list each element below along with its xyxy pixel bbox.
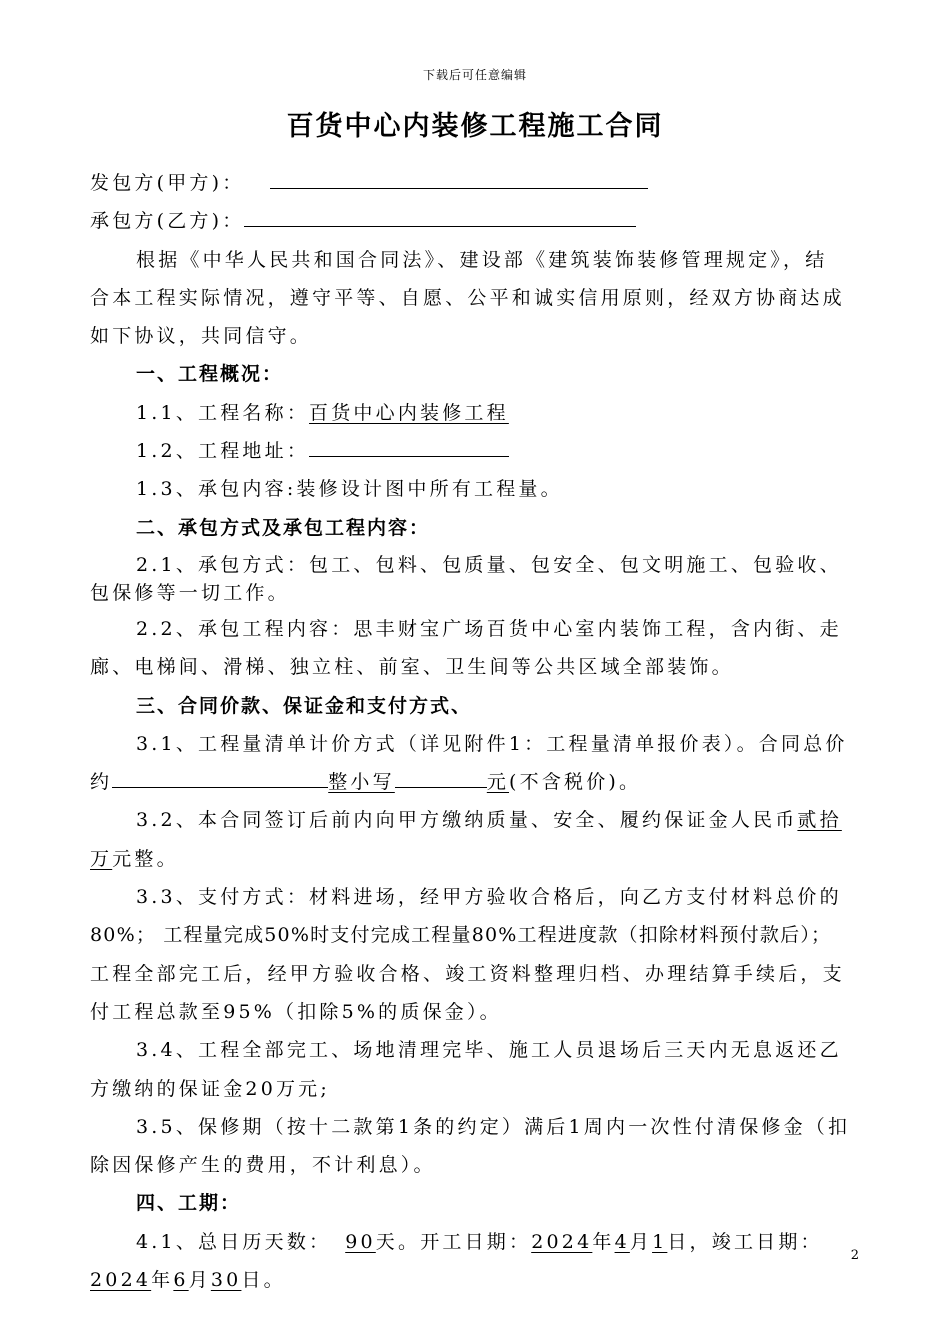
party-a-label: 发包方(甲方)：	[90, 172, 245, 194]
start-day: 1	[652, 1230, 668, 1253]
clause-3-1-amount-line	[90, 763, 865, 801]
section-1-heading: 一、工程概况：	[136, 363, 284, 386]
clause-3-4: 方缴纳的保证金20万元;	[90, 1077, 330, 1100]
end-year: 2024	[90, 1269, 152, 1292]
amount-words-blank	[112, 763, 328, 788]
clause-2-1: 包保修等一切工作。	[90, 581, 290, 604]
section-3-heading: 三、合同价款、保证金和支付方式、	[136, 694, 473, 717]
project-content-line: 1.3、承包内容:装修设计图中所有工程量。	[136, 478, 563, 501]
end-day: 30	[210, 1269, 242, 1292]
project-name-line	[90, 394, 865, 432]
contract-title: 百货中心内装修工程施工合同	[286, 111, 664, 142]
header-note: 下载后可任意编辑	[422, 68, 527, 82]
project-address-line	[90, 432, 865, 470]
project-name-label: 1.1、工程名称：	[136, 401, 310, 424]
party-b-label: 承包方(乙方)：	[90, 210, 245, 233]
day-end-char: 日。	[241, 1269, 286, 1292]
clause-3-5: 3.5、保修期（按十二款第1条的约定）满后1周内一次性付清保修金（扣	[136, 1115, 851, 1138]
deposit-amount: 贰拾	[797, 809, 842, 832]
year-char: 年	[151, 1269, 174, 1292]
party-a-blank	[270, 164, 648, 189]
clause-3-2-text: 3.2、本合同签订后前内向甲方缴纳质量、安全、履约保证金人民币	[136, 809, 798, 832]
end-date-label: 日，竣工日期：	[667, 1230, 823, 1253]
page-number: 2	[850, 1248, 859, 1263]
yuan-label: 元	[486, 771, 510, 794]
total-days-value: 90	[345, 1230, 376, 1253]
clause-3-5: 除因保修产生的费用，不计利息）。	[90, 1154, 436, 1177]
start-month: 4	[614, 1230, 630, 1253]
clause-3-4: 3.4、工程全部完工、场地清理完毕、施工人员退场后三天内无息返还乙	[136, 1039, 842, 1062]
deposit-unit: 万	[90, 847, 113, 870]
section-2-heading: 二、承包方式及承包工程内容：	[136, 516, 431, 539]
about-label: 约	[90, 771, 113, 794]
clause-3-3: 付工程总款至95%（扣除5%的质保金）。	[90, 1000, 502, 1023]
month-char: 月	[629, 1230, 653, 1253]
start-year: 2024	[531, 1230, 593, 1253]
clause-3-2-cont	[90, 840, 865, 878]
party-b-blank	[244, 202, 636, 227]
contract-body	[90, 164, 865, 1299]
amount-digits-blank	[395, 763, 487, 788]
party-b-line	[90, 202, 865, 240]
clause-2-2: 2.2、承包工程内容：思丰财宝广场百货中心室内装饰工程，含内街、走	[136, 617, 842, 640]
month-char: 月	[188, 1269, 211, 1292]
clause-3-2	[90, 801, 865, 839]
start-date-label: 天。开工日期：	[375, 1230, 532, 1253]
total-days-label: 4.1、总日历天数：	[136, 1230, 332, 1253]
clause-2-1: 2.1、承包方式：包工、包料、包质量、包安全、包文明施工、包验收、	[136, 553, 842, 576]
clause-4-1-end-date	[90, 1261, 865, 1299]
clause-2-2: 廊、电梯间、滑梯、独立柱、前室、卫生间等公共区域全部装饰。	[90, 656, 734, 679]
clause-4-1	[90, 1223, 865, 1261]
clause-3-1: 3.1、工程量清单计价方式（详见附件1：工程量清单报价表）。合同总价	[136, 732, 848, 755]
preamble-line: 合本工程实际情况，遵守平等、自愿、公平和诚实信用原则，经双方协商达成	[90, 286, 845, 309]
clause-3-3: 80%； 工程量完成50%时支付完成工程量80%工程进度款（扣除材料预付款后）；	[90, 924, 832, 947]
clause-3-3: 工程全部完工后，经甲方验收合格、竣工资料整理归档、办理结算手续后，支	[90, 962, 845, 985]
preamble-line: 根据《中华人民共和国合同法》、建设部《建筑装饰装修管理规定》，结	[136, 248, 828, 271]
clause-3-3: 3.3、支付方式：材料进场，经甲方验收合格后，向乙方支付材料总价的	[136, 886, 842, 909]
preamble-line: 如下协议，共同信守。	[90, 325, 313, 348]
project-name-value: 百货中心内装修工程	[309, 401, 509, 424]
tax-note: (不含税价)。	[509, 771, 642, 794]
section-4-heading: 四、工期：	[136, 1192, 242, 1215]
end-month: 6	[173, 1269, 189, 1292]
year-char: 年	[592, 1230, 615, 1253]
project-address-label: 1.2、工程地址：	[136, 440, 310, 463]
party-a-line	[90, 164, 865, 202]
amount-caps-label: 整小写	[328, 771, 395, 794]
deposit-tail: 元整。	[112, 847, 179, 870]
project-address-blank	[309, 432, 509, 457]
